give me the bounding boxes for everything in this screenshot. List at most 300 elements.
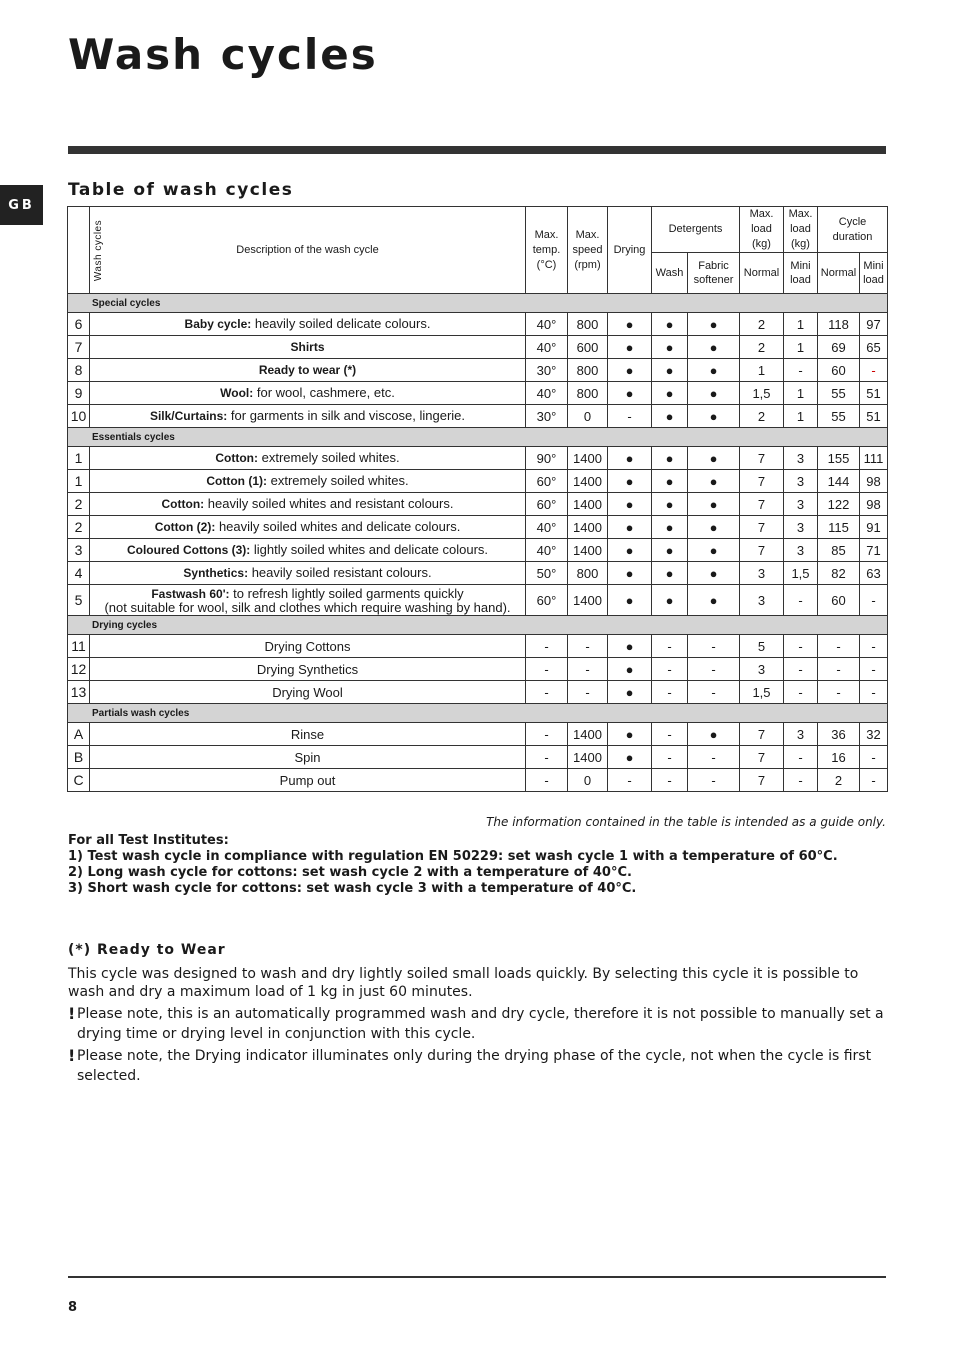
duration-mini-cell: 111 (860, 447, 888, 470)
duration-mini-cell: - (860, 635, 888, 658)
exclamation-icon: ! (68, 1004, 76, 1023)
description-line (90, 474, 525, 488)
duration-normal-header: Normal (818, 253, 860, 294)
duration-mini-cell: 51 (860, 382, 888, 405)
load-mini-cell: 3 (784, 447, 818, 470)
load-mini-cell: - (784, 746, 818, 769)
speed-cell: 0 (568, 769, 608, 792)
cycle-detail: heavily soiled whites and delicate colours. (215, 519, 461, 534)
softener-cell: ● (688, 723, 740, 746)
cycle-description (90, 769, 526, 792)
guide-note: The information contained in the table is intended as a guide only. (486, 815, 886, 829)
duration-normal-cell: - (818, 658, 860, 681)
table-row (68, 493, 888, 516)
softener-cell: ● (688, 562, 740, 585)
load-normal-cell: 7 (740, 746, 784, 769)
load-mini-cell: 3 (784, 723, 818, 746)
drying-cell: ● (608, 313, 652, 336)
temp-cell: 50° (526, 562, 568, 585)
load-normal-cell: 7 (740, 470, 784, 493)
speed-cell: 800 (568, 359, 608, 382)
cycle-description (90, 562, 526, 585)
drying-cell: ● (608, 539, 652, 562)
ready-to-wear-title: (*) Ready to Wear (68, 942, 226, 958)
duration-mini-cell: - (860, 359, 888, 382)
load-mini-cell: 3 (784, 516, 818, 539)
page-title: Wash cycles (68, 30, 378, 79)
temp-cell: 30° (526, 405, 568, 428)
load-normal-cell: 3 (740, 658, 784, 681)
group-name: Drying cycles (68, 616, 888, 635)
wash-cell: ● (652, 585, 688, 616)
description-line (90, 409, 525, 423)
duration-normal-cell: 85 (818, 539, 860, 562)
warning-2 (68, 1046, 886, 1086)
duration-normal-cell: 118 (818, 313, 860, 336)
wash-cell: - (652, 723, 688, 746)
detergents-header: Detergents (652, 207, 740, 253)
cycle-number: 1 (68, 447, 90, 470)
duration-mini-cell: 51 (860, 405, 888, 428)
load-normal-header: Normal (740, 253, 784, 294)
duration-normal-cell: 115 (818, 516, 860, 539)
cycle-name: Ready to wear (*) (258, 363, 357, 377)
section-title: Table of wash cycles (68, 180, 294, 200)
duration-normal-cell: 55 (818, 382, 860, 405)
temp-cell: - (526, 723, 568, 746)
load-mini-cell: - (784, 585, 818, 616)
softener-cell: ● (688, 447, 740, 470)
wash-cell: ● (652, 382, 688, 405)
language-tab: GB (0, 185, 43, 225)
softener-cell: ● (688, 313, 740, 336)
load-mini-cell: 3 (784, 539, 818, 562)
cycles-body (68, 294, 888, 792)
speed-cell: - (568, 681, 608, 704)
cycle-detail: for garments in silk and viscose, lingerie. (227, 408, 466, 423)
duration-normal-cell: 60 (818, 585, 860, 616)
cycle-name: Silk/Curtains: (149, 409, 228, 423)
cycle-description (90, 635, 526, 658)
load-normal-cell: 7 (740, 493, 784, 516)
duration-mini-cell: 32 (860, 723, 888, 746)
duration-normal-cell: 82 (818, 562, 860, 585)
softener-cell: - (688, 635, 740, 658)
drying-header: Drying (608, 207, 652, 294)
duration-mini-cell: 71 (860, 539, 888, 562)
drying-cell: ● (608, 447, 652, 470)
drying-cell: ● (608, 585, 652, 616)
description-line (90, 386, 525, 400)
speed-cell: 1400 (568, 516, 608, 539)
load-mini-cell: 1 (784, 336, 818, 359)
wash-cell: ● (652, 493, 688, 516)
table-row (68, 470, 888, 493)
duration-mini-cell: 98 (860, 493, 888, 516)
load-mini-cell: 3 (784, 470, 818, 493)
drying-cell: ● (608, 635, 652, 658)
load-mini-cell: 1 (784, 405, 818, 428)
load-mini-header: Mini load (784, 253, 818, 294)
load-mini-cell: - (784, 658, 818, 681)
speed-cell: 1400 (568, 539, 608, 562)
cycle-description (90, 746, 526, 769)
test-institutes-block (68, 833, 898, 897)
group-name: Special cycles (68, 294, 888, 313)
load-mini-cell: - (784, 635, 818, 658)
softener-cell: ● (688, 516, 740, 539)
duration-normal-cell: 69 (818, 336, 860, 359)
wash-cell: - (652, 769, 688, 792)
cycle-description (90, 516, 526, 539)
group-name: Partials wash cycles (68, 704, 888, 723)
cycle-detail: extremely soiled whites. (258, 450, 400, 465)
wash-detergent-header: Wash (652, 253, 688, 294)
drying-cell: ● (608, 746, 652, 769)
cycle-number: C (68, 769, 90, 792)
description-line (90, 663, 525, 676)
temp-cell: 60° (526, 585, 568, 616)
cycle-number: 10 (68, 405, 90, 428)
cycle-detail: extremely soiled whites. (267, 473, 409, 488)
cycle-detail: Drying Cottons (264, 638, 351, 654)
cycle-number: 1 (68, 470, 90, 493)
duration-mini-header: Mini load (860, 253, 888, 294)
load-normal-cell: 1,5 (740, 681, 784, 704)
duration-mini-cell: 91 (860, 516, 888, 539)
cycle-detail: heavily soiled delicate colours. (251, 316, 431, 331)
temp-cell: 90° (526, 447, 568, 470)
drying-cell: ● (608, 723, 652, 746)
drying-cell: - (608, 769, 652, 792)
load-mini-cell: 1 (784, 382, 818, 405)
speed-cell: 800 (568, 562, 608, 585)
load-normal-cell: 5 (740, 635, 784, 658)
duration-normal-cell: - (818, 635, 860, 658)
cycle-name: Cotton: (161, 497, 205, 511)
cycle-description (90, 447, 526, 470)
load-mini-cell: - (784, 681, 818, 704)
wash-cell: ● (652, 336, 688, 359)
cycle-description (90, 359, 526, 382)
table-row (68, 382, 888, 405)
softener-cell: ● (688, 539, 740, 562)
table-row (68, 336, 888, 359)
duration-mini-cell: - (860, 585, 888, 616)
group-name: Essentials cycles (68, 428, 888, 447)
duration-normal-cell: 155 (818, 447, 860, 470)
exclamation-icon: ! (68, 1046, 76, 1065)
table-row (68, 635, 888, 658)
cycle-description (90, 493, 526, 516)
cycle-number: 13 (68, 681, 90, 704)
temp-cell: 30° (526, 359, 568, 382)
cycle-description (90, 405, 526, 428)
load-normal-cell: 7 (740, 723, 784, 746)
speed-cell: - (568, 635, 608, 658)
bottom-divider (68, 1276, 886, 1278)
max-temp-header: Max. temp. (°C) (526, 207, 568, 294)
speed-cell: 0 (568, 405, 608, 428)
load-normal-cell: 7 (740, 539, 784, 562)
speed-cell: 1400 (568, 493, 608, 516)
duration-normal-cell: 36 (818, 723, 860, 746)
temp-cell: 40° (526, 382, 568, 405)
load-mini-cell: 3 (784, 493, 818, 516)
cycle-description (90, 539, 526, 562)
warning-1-text: Please note, this is an automatically programmed wash and dry cycle, therefore it is not possible to manually set a drying time or drying level in conjunction with this cycle. (77, 1006, 884, 1042)
description-line (90, 587, 525, 601)
table-row (68, 681, 888, 704)
duration-normal-cell: 144 (818, 470, 860, 493)
cycle-detail: Rinse (290, 726, 325, 742)
softener-cell: ● (688, 585, 740, 616)
wash-cell: ● (652, 313, 688, 336)
cycle-number: 9 (68, 382, 90, 405)
cycle-number: 2 (68, 516, 90, 539)
group-header-row (68, 704, 888, 723)
table-row (68, 516, 888, 539)
cycle-detail: for wool, cashmere, etc. (253, 385, 395, 400)
table-row (68, 447, 888, 470)
cycle-name: Fastwash 60': (151, 586, 230, 601)
speed-cell: 1400 (568, 447, 608, 470)
softener-cell: ● (688, 359, 740, 382)
duration-normal-cell: 60 (818, 359, 860, 382)
max-load-mini-header: Max. load (kg) (784, 207, 818, 253)
drying-cell: ● (608, 382, 652, 405)
description-line (90, 520, 525, 534)
wash-cell: ● (652, 516, 688, 539)
temp-cell: - (526, 769, 568, 792)
cycle-name: Cotton (2): (154, 520, 216, 534)
drying-cell: ● (608, 516, 652, 539)
table-row (68, 405, 888, 428)
cycle-number: 7 (68, 336, 90, 359)
softener-cell: - (688, 746, 740, 769)
cycle-description (90, 313, 526, 336)
duration-mini-cell: 63 (860, 562, 888, 585)
cycle-description (90, 658, 526, 681)
cycle-number: 2 (68, 493, 90, 516)
group-header-row (68, 294, 888, 313)
load-normal-cell: 2 (740, 313, 784, 336)
load-normal-cell: 1,5 (740, 382, 784, 405)
temp-cell: - (526, 635, 568, 658)
wash-cell: - (652, 746, 688, 769)
duration-mini-cell: - (860, 658, 888, 681)
cycle-description (90, 382, 526, 405)
duration-normal-cell: 16 (818, 746, 860, 769)
group-header-row (68, 616, 888, 635)
cycle-detail: Drying Wool (272, 684, 343, 700)
wash-cell: - (652, 635, 688, 658)
load-normal-cell: 3 (740, 562, 784, 585)
cycle-description (90, 470, 526, 493)
speed-cell: 1400 (568, 723, 608, 746)
duration-mini-cell: - (860, 746, 888, 769)
max-load-normal-header: Max. load (kg) (740, 207, 784, 253)
drying-cell: ● (608, 681, 652, 704)
load-mini-cell: - (784, 769, 818, 792)
temp-cell: - (526, 681, 568, 704)
wash-cell: ● (652, 562, 688, 585)
institutes-line-1: 1) Test wash cycle in compliance with regulation EN 50229: set wash cycle 1 with a temperature of 60°C. (68, 849, 838, 864)
duration-normal-cell: 122 (818, 493, 860, 516)
page-number: 8 (68, 1300, 78, 1315)
warning-1 (68, 1004, 886, 1044)
drying-cell: ● (608, 336, 652, 359)
cycle-name: Shirts (290, 340, 325, 354)
fabric-softener-header: Fabric softener (688, 253, 740, 294)
drying-cell: ● (608, 658, 652, 681)
cycle-detail: heavily soiled resistant colours. (248, 565, 432, 580)
softener-cell: ● (688, 382, 740, 405)
load-normal-cell: 2 (740, 405, 784, 428)
cycle-name: Cotton: (215, 451, 259, 465)
cycle-detail-line-2: (not suitable for wool, silk and clothes which require washing by hand). (104, 599, 511, 615)
cycle-description (90, 336, 526, 359)
warning-2-text: Please note, the Drying indicator illuminates only during the drying phase of the cycle, not when the cycle is first selected. (77, 1048, 872, 1084)
max-speed-header: Max. speed (rpm) (568, 207, 608, 294)
description-line (90, 774, 525, 787)
cycle-description (90, 681, 526, 704)
temp-cell: 40° (526, 313, 568, 336)
speed-cell: 1400 (568, 585, 608, 616)
cycle-detail: Pump out (279, 772, 336, 788)
duration-normal-cell: 2 (818, 769, 860, 792)
institutes-heading: For all Test Institutes: (68, 833, 229, 848)
temp-cell: 40° (526, 516, 568, 539)
wash-cell: ● (652, 359, 688, 382)
wash-cell: ● (652, 447, 688, 470)
load-mini-cell: 1 (784, 313, 818, 336)
description-line (90, 340, 525, 354)
description-line (90, 728, 525, 741)
description-line (90, 566, 525, 580)
speed-cell: 600 (568, 336, 608, 359)
cycle-number: A (68, 723, 90, 746)
drying-cell: ● (608, 359, 652, 382)
wash-cycles-header: Wash cycles (68, 207, 90, 294)
description-line (90, 317, 525, 331)
table-row (68, 658, 888, 681)
softener-cell: ● (688, 493, 740, 516)
speed-cell: 800 (568, 382, 608, 405)
duration-mini-cell: 97 (860, 313, 888, 336)
temp-cell: - (526, 658, 568, 681)
load-normal-cell: 1 (740, 359, 784, 382)
softener-cell: - (688, 681, 740, 704)
wash-cell: ● (652, 539, 688, 562)
description-line (90, 686, 525, 699)
drying-cell: ● (608, 562, 652, 585)
cycle-name: Baby cycle: (184, 317, 252, 331)
duration-normal-cell: 55 (818, 405, 860, 428)
institutes-line-3: 3) Short wash cycle for cottons: set wash cycle 3 with a temperature of 40°C. (68, 881, 637, 896)
cycle-description (90, 723, 526, 746)
table-row (68, 769, 888, 792)
temp-cell: 60° (526, 470, 568, 493)
drying-cell: ● (608, 470, 652, 493)
cycle-name: Wool: (220, 386, 254, 400)
wash-cell: ● (652, 405, 688, 428)
description-line (90, 543, 525, 557)
cycle-detail: heavily soiled whites and resistant colours. (204, 496, 454, 511)
speed-cell: 1400 (568, 746, 608, 769)
cycle-name: Coloured Cottons (3): (126, 543, 251, 557)
description-line (90, 640, 525, 653)
duration-mini-cell: 98 (860, 470, 888, 493)
top-divider (68, 146, 886, 154)
load-normal-cell: 2 (740, 336, 784, 359)
wash-cell: ● (652, 470, 688, 493)
cycle-detail: to refresh lightly soiled garments quickly (229, 585, 464, 601)
load-mini-cell: - (784, 359, 818, 382)
temp-cell: 60° (526, 493, 568, 516)
table-row (68, 562, 888, 585)
cycle-detail: Drying Synthetics (256, 661, 359, 677)
cycle-number: 6 (68, 313, 90, 336)
table-row (68, 539, 888, 562)
duration-mini-cell: - (860, 769, 888, 792)
table-row (68, 723, 888, 746)
cycle-number: 3 (68, 539, 90, 562)
cycle-number: 5 (68, 585, 90, 616)
cycle-duration-header: Cycle duration (818, 207, 888, 253)
softener-cell: - (688, 658, 740, 681)
table-row (68, 585, 888, 616)
table-row (68, 746, 888, 769)
duration-mini-cell: 65 (860, 336, 888, 359)
speed-cell: 1400 (568, 470, 608, 493)
description-line (90, 751, 525, 764)
group-header-row (68, 428, 888, 447)
cycle-number: 11 (68, 635, 90, 658)
softener-cell: ● (688, 405, 740, 428)
load-normal-cell: 3 (740, 585, 784, 616)
cycle-number: 4 (68, 562, 90, 585)
description-line (90, 363, 525, 377)
load-normal-cell: 7 (740, 516, 784, 539)
table-row (68, 359, 888, 382)
duration-normal-cell: - (818, 681, 860, 704)
wash-cell: - (652, 681, 688, 704)
softener-cell: ● (688, 336, 740, 359)
load-normal-cell: 7 (740, 769, 784, 792)
cycle-number: 12 (68, 658, 90, 681)
temp-cell: 40° (526, 539, 568, 562)
speed-cell: - (568, 658, 608, 681)
table-row (68, 313, 888, 336)
cycle-description (90, 585, 526, 616)
cycle-number: B (68, 746, 90, 769)
description-line (90, 497, 525, 511)
speed-cell: 800 (568, 313, 608, 336)
drying-cell: - (608, 405, 652, 428)
description-line (90, 451, 525, 465)
wash-cell: - (652, 658, 688, 681)
cycle-name: Synthetics: (183, 566, 249, 580)
temp-cell: 40° (526, 336, 568, 359)
ready-to-wear-body: This cycle was designed to wash and dry lightly soiled small loads quickly. By selecting this cycle it is possible to wash and dry a maximum load of 1 kg in just 60 minutes. (68, 966, 859, 1000)
load-mini-cell: 1,5 (784, 562, 818, 585)
description-header: Description of the wash cycle (90, 207, 526, 294)
cycle-detail: lightly soiled whites and delicate colours. (250, 542, 489, 557)
drying-cell: ● (608, 493, 652, 516)
softener-cell: - (688, 769, 740, 792)
duration-mini-cell: - (860, 681, 888, 704)
